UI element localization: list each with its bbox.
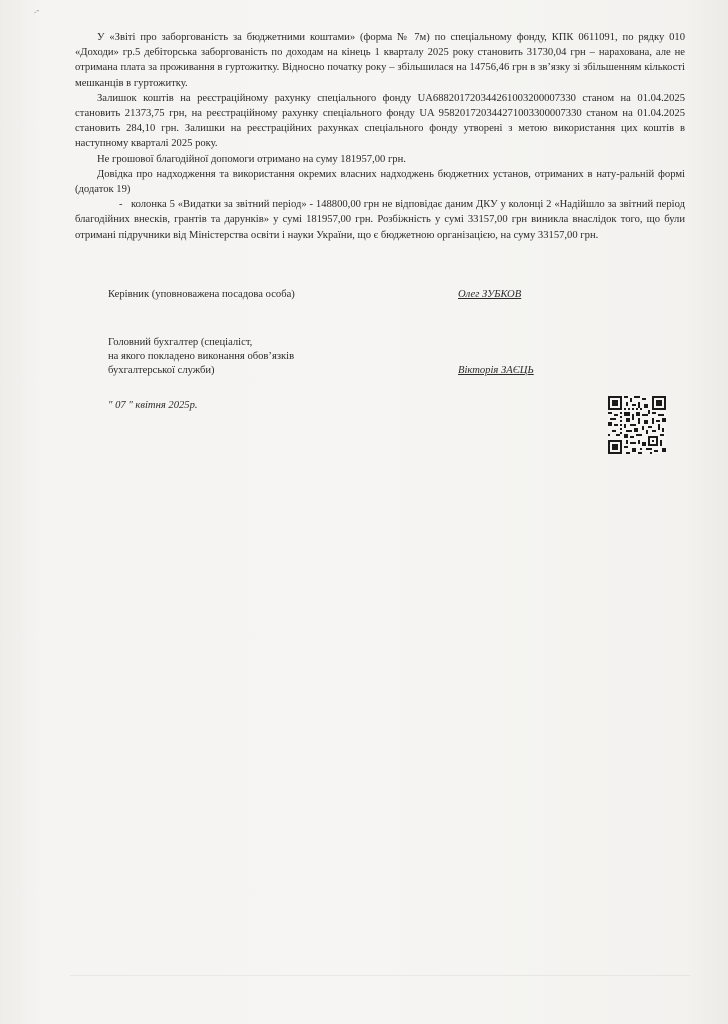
document-date: " 07 " квітня 2025р. [108, 400, 198, 411]
accountant-signature-name: Вікторія ЗАЄЦЬ [458, 365, 534, 376]
head-signature-name: Олег ЗУБКОВ [458, 289, 522, 300]
head-signature-label: Керівник (уповноважена посадова особа) [108, 289, 295, 300]
accountant-label-line-3: бухгалтерської служби) [108, 365, 215, 376]
accountant-label-line-2: на якого покладено виконання обов’язків [108, 351, 295, 362]
page-fold-line [70, 975, 690, 976]
accountant-label-line-1: Головний бухгалтер (спеціаліст, [108, 337, 253, 348]
qr-code [608, 396, 666, 454]
list-dash: - [119, 199, 123, 211]
paragraph-appendix-19: Довідка про надходження та використання окремих власних надходжень бюджетних установ, отриманих в нату-ральній формі (додаток 19) [75, 168, 685, 196]
paragraph-account-balances: Залишок коштів на реєстраційному рахунку спеціального фонду UA688201720344261003200007330 станом на 01.04.2025 становить 21373,75 грн, на реєстраційному рахунку спеціального фонду UA 958201720344271003300007330 станом на 01.04.2025 становить 284,10 грн. Залишки на реєстраційних рахунках спеціального фонду утворені з метою використання цих коштів в наступному кварталі 2025 року. [75, 92, 685, 150]
paragraph-receivables: У «Звіті про заборгованість за бюджетними коштами» (форма № 7м) по спеціальному фонду, КПК 0611091, по рядку 010 «Доходи» гр.5 дебіторська заборгованість по доходам на кінець 1 кварталу 2025 року становить 31730,04 грн – нарахована, але не отримана плата за проживання в гуртожитку. Відносно початку року – збільшилася на 14756,46 грн в зв’язку зі збільшенням кількості мешканців в гуртожитку. [75, 32, 685, 89]
accountant-signature-label [108, 336, 294, 378]
corner-mark: .- [34, 5, 40, 15]
explanatory-note-body [75, 30, 685, 243]
paragraph-column-5-text: колонка 5 «Видатки за звітний період» - 148800,00 грн не відповідає даним ДКУ у колонці 2 «Надійшло за звітний період благодійних внесків, грантів та дарунків» у сумі 181957,00 грн. Розбіжність у сумі 33157,00 грн виникла внаслідок того, що були отримані підручники від Міністерства освіти і науки України, що є бюджетною організацією, на суму 33157,00 грн. [75, 199, 685, 241]
paragraph-charity: Не грошової благодійної допомоги отримано на суму 181957,00 грн. [97, 153, 406, 165]
paragraph-column-5 [75, 197, 685, 243]
